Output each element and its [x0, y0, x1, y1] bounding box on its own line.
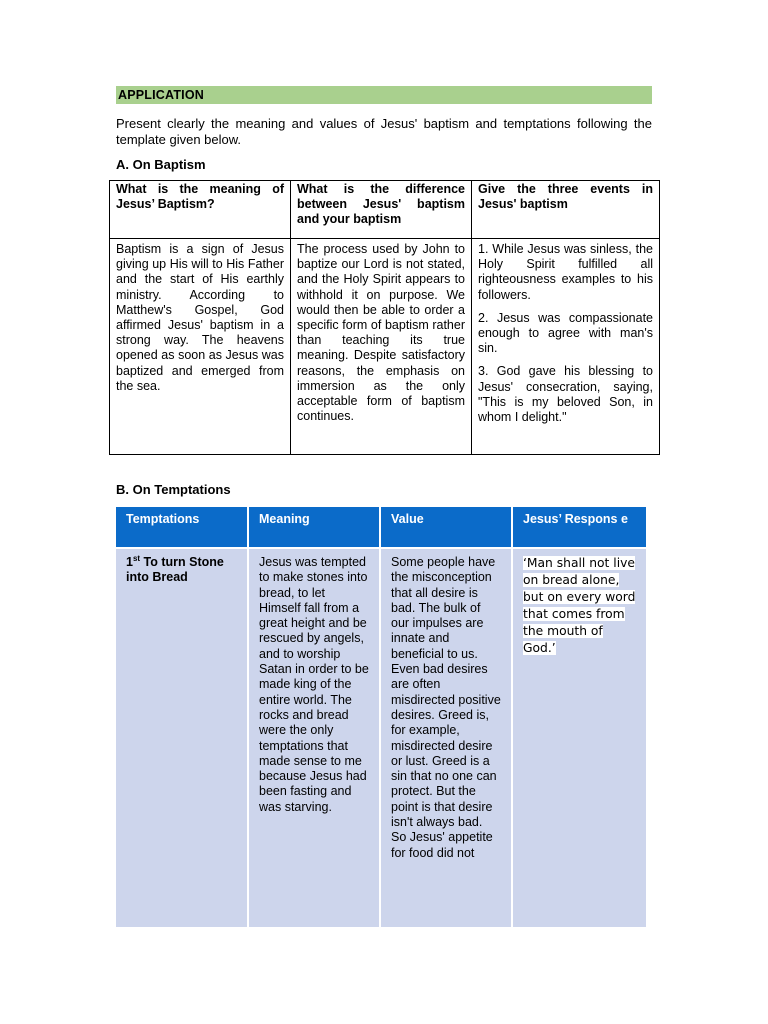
temptations-table: [116, 507, 646, 927]
baptism-table-header-row: [110, 181, 660, 239]
temptations-header-meaning: Meaning: [248, 507, 380, 548]
temptations-header-value: Value: [380, 507, 512, 548]
baptism-header-meaning: What is the meaning of Jesus’ Baptism?: [110, 181, 291, 239]
baptism-difference-cell: The process used by John to baptize our Lord is not stated, and the Holy Spirit appears to withhold it on purpose. We would then be able to order a specific form of baptism rather than teaching its true meaning. Despite satisfactory reasons, the emphasis on immersion as the only acceptable form of baptism continues.: [291, 239, 472, 455]
baptism-header-events: Give the three events in Jesus' baptism: [472, 181, 660, 239]
temptations-header-response: Jesus’ Respons e: [512, 507, 646, 548]
temptation-name: To turn Stone into Bread: [126, 555, 224, 585]
baptism-header-difference: What is the difference between Jesus' baptism and your baptism: [291, 181, 472, 239]
temptation-name-cell: [116, 548, 248, 927]
temptation-ordinal-number: 1: [126, 555, 133, 569]
baptism-section-title: A. On Baptism: [116, 157, 206, 172]
table-row: [116, 548, 646, 927]
temptation-response-text: ‘Man shall not live on bread alone, but on every word that comes from the mouth of God.’: [523, 556, 636, 655]
baptism-events-cell: [472, 239, 660, 455]
application-heading: APPLICATION: [116, 86, 652, 104]
document-page: [116, 86, 653, 860]
baptism-table: [109, 180, 660, 455]
baptism-meaning-cell: Baptism is a sign of Jesus giving up His will to His Father and the start of His earthly ministry. According to Matthew's Gospel, God affirmed Jesus' baptism in a strong way. The heavens opened as soon as Jesus was baptized and emerged from the sea.: [110, 239, 291, 455]
temptation-value-cell: Some people have the misconception that all desire is bad. The bulk of our impulses are innate and beneficial to us. Even bad desires are often misdirected positive desires. Greed is, for example, misdirected desire or lust. Greed is a sin that no one can protect. But the point is that desire isn't always bad. So Jesus' appetite for food did not: [380, 548, 512, 927]
temptation-meaning-cell: Jesus was tempted to make stones into bread, to let Himself fall from a great height and be rescued by angels, and to worship Satan in order to be made king of the entire world. The rocks and bread were the only temptations that made sense to me because Jesus had been fasting and was starving.: [248, 548, 380, 927]
temptations-header-temptations: Temptations: [116, 507, 248, 548]
baptism-event-1: 1. While Jesus was sinless, the Holy Spirit fulfilled all righteousness examples to his followers.: [478, 242, 653, 302]
intro-paragraph: Present clearly the meaning and values of Jesus' baptism and temptations following the template given below.: [116, 116, 652, 147]
baptism-table-row: [110, 239, 660, 455]
temptation-response-cell: [512, 548, 646, 927]
temptations-section-title: B. On Temptations: [116, 482, 231, 497]
temptation-ordinal-suffix: st: [132, 553, 141, 563]
baptism-event-2: 2. Jesus was compassionate enough to agree with man's sin.: [478, 310, 653, 356]
baptism-event-3: 3. God gave his blessing to Jesus' consecration, saying, "This is my beloved Son, in whom I delight.": [478, 364, 653, 425]
temptations-table-header-row: [116, 507, 646, 548]
